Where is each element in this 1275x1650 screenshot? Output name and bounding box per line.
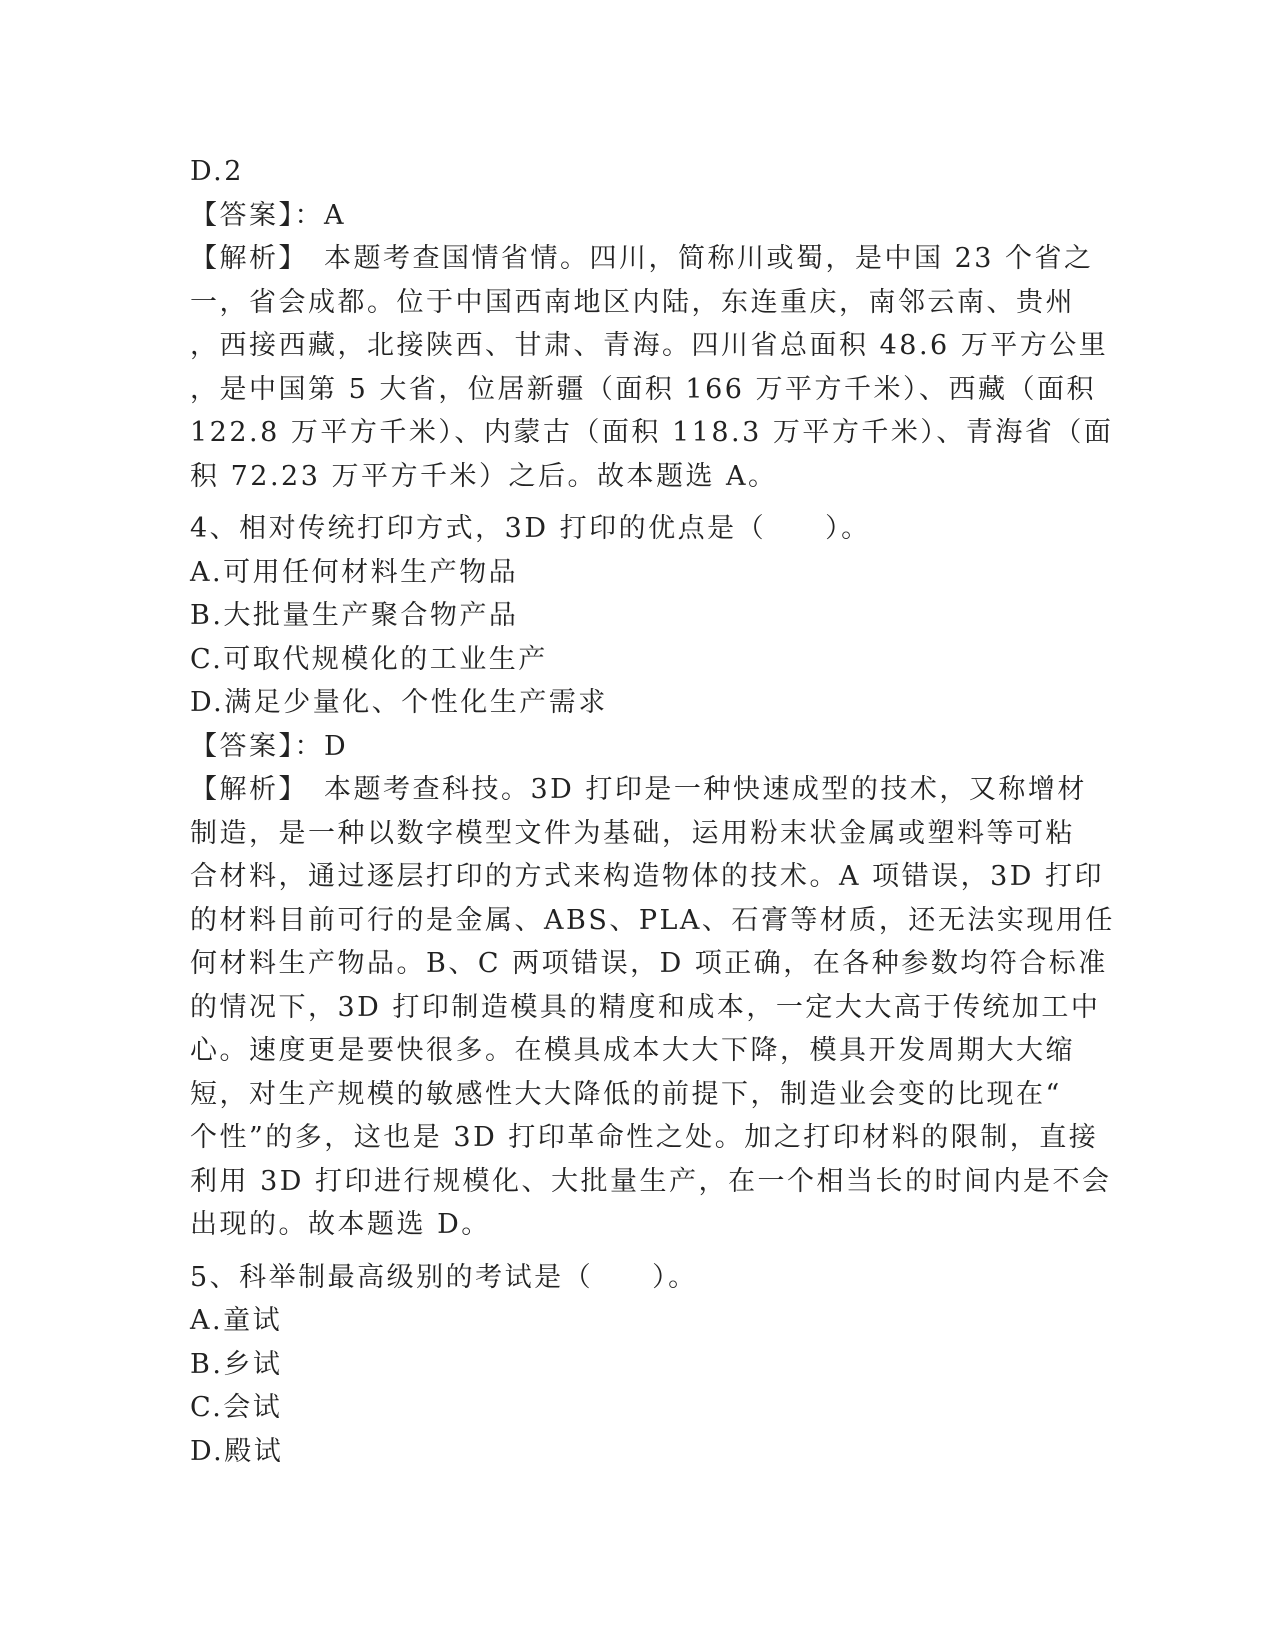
- q4-analysis-line-7: 心。速度更是要快很多。在模具成本大大下降，模具开发周期大大缩: [190, 1035, 1075, 1066]
- q4-analysis-line-8: 短，对生产规模的敏感性大大降低的前提下，制造业会变的比现在“: [190, 1078, 1062, 1110]
- q5-stem: 5、科举制最高级别的考试是（ ）。: [190, 1261, 698, 1293]
- answer-label: 【答案】: [190, 730, 295, 762]
- q3-analysis-line-6: 积 72.23 万平方千米）之后。故本题选 A。: [190, 460, 778, 492]
- q4-analysis-line-5: 何材料生产物品。B、C 两项错误，D 项正确，在各种参数均符合标准: [190, 948, 1108, 979]
- q4-analysis-line-1: [190, 768, 1087, 812]
- analysis-label: 【解析】: [190, 774, 295, 805]
- answer-separator: ：: [294, 199, 324, 231]
- q4-analysis-line-2: 制造，是一种以数字模型文件为基础，运用粉末状金属或塑料等可粘: [190, 817, 1075, 849]
- analysis-text: 本题考查国情省情。四川，简称川或蜀，是中国 23 个省之: [294, 243, 1094, 274]
- q5-option-c: C.会试: [190, 1392, 283, 1423]
- q4-analysis-line-11: 出现的。故本题选 D。: [190, 1209, 491, 1240]
- document-content: [190, 150, 1115, 1473]
- q3-analysis-line-1: [190, 237, 1094, 281]
- q4-analysis-line-10: 利用 3D 打印进行规模化、大批量生产，在一个相当长的时间内是不会: [190, 1165, 1112, 1197]
- answer-separator: ：: [294, 730, 324, 762]
- q4-stem: 4、相对传统打印方式，3D 打印的优点是（ ）。: [190, 513, 871, 544]
- q4-answer: [190, 725, 1080, 769]
- answer-value: A: [324, 199, 346, 231]
- q3-analysis-line-4: ，是中国第 5 大省，位居新疆（面积 166 万平方千米）、西藏（面积: [190, 373, 1097, 405]
- q4-option-c: C.可取代规模化的工业生产: [190, 643, 548, 675]
- analysis-text: 本题考查科技。3D 打印是一种快速成型的技术，又称增材: [294, 774, 1087, 805]
- q4-analysis-line-4: 的材料目前可行的是金属、ABS、PLA、石膏等材质，还无法实现用任: [190, 904, 1115, 936]
- answer-value: D: [324, 730, 349, 762]
- q4-option-b: B.大批量生产聚合物产品: [190, 600, 519, 631]
- answer-label: 【答案】: [190, 199, 295, 231]
- q4-analysis-line-9: 个性”的多，这也是 3D 打印革命性之处。加之打印材料的限制，直接: [190, 1122, 1099, 1153]
- q4-analysis-line-3: 合材料，通过逐层打印的方式来构造物体的技术。A 项错误，3D 打印: [190, 861, 1104, 892]
- q3-analysis-line-3: ，西接西藏，北接陕西、甘肃、青海。四川省总面积 48.6 万平方公里: [190, 330, 1109, 361]
- analysis-label: 【解析】: [190, 243, 295, 274]
- q5-option-b: B.乡试: [190, 1348, 283, 1380]
- q3-option-d: D.2: [190, 156, 244, 187]
- q3-analysis-line-2: 一，省会成都。位于中国西南地区内陆，东连重庆，南邻云南、贵州: [190, 286, 1075, 318]
- q4-option-d: D.满足少量化、个性化生产需求: [190, 687, 608, 718]
- q4-option-a: A.可用任何材料生产物品: [190, 556, 519, 588]
- q4-analysis-line-6: 的情况下，3D 打印制造模具的精度和成本，一定大大高于传统加工中: [190, 991, 1101, 1023]
- q5-option-d: D.殿试: [190, 1435, 284, 1467]
- q3-analysis-line-5: 122.8 万平方千米）、内蒙古（面积 118.3 万平方千米）、青海省（面: [190, 417, 1114, 448]
- q3-answer: [190, 194, 1080, 238]
- q5-option-a: A.童试: [190, 1305, 283, 1336]
